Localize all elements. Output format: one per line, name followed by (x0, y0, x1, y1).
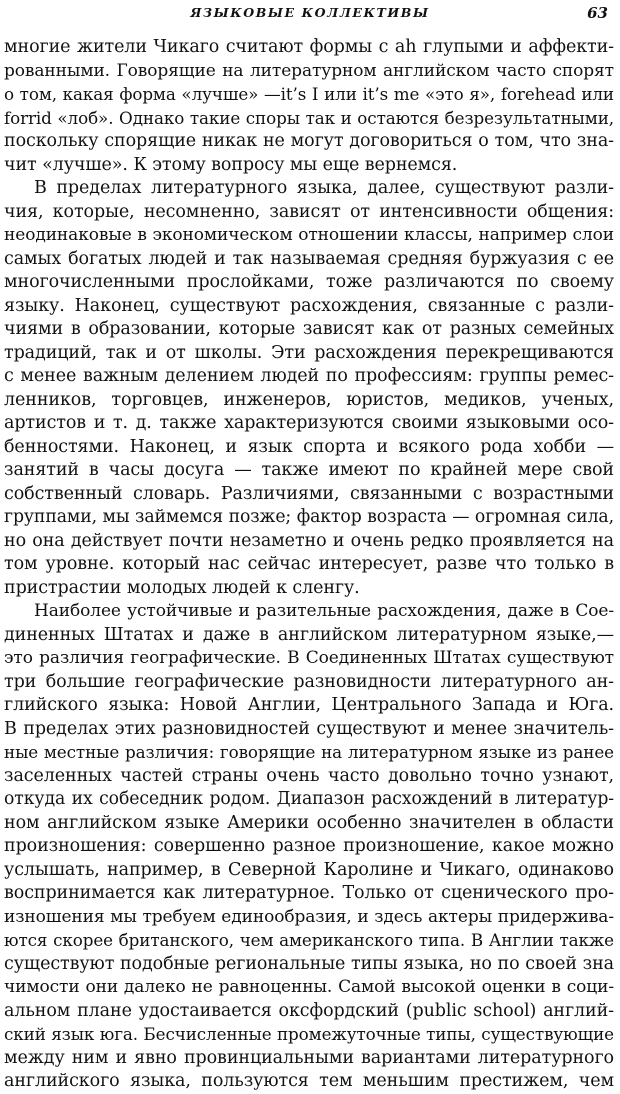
text-line: между ним и явно провинциальными вариантами литературного (4, 1047, 614, 1068)
text-line: В пределах этих разновидностей существуют и менее значитель- (4, 718, 614, 739)
text-line: ются скорее британского, чем американского типа. В Англии также (4, 930, 614, 950)
text-line: чия, которые, несомненно, зависят от интенсивности общения: (4, 201, 614, 222)
text-line: но она действует почти незаметно и очень редко проявляется на (4, 530, 614, 551)
text-line: это различия географические. В Соединенных Штатах существуют (4, 648, 614, 668)
text-line: альном плане удостаивается оксфордский (public school) англий- (4, 1000, 614, 1021)
text-line: пристрастии молодых людей к сленгу. (4, 577, 360, 598)
text-line: существуют подобные региональные типы языка, но по своей зна (4, 953, 614, 974)
text-line: произношения: совершенно разное произношение, какое можно (4, 836, 614, 856)
text-line: заселенных частей страны очень часто довольно точно узнают, (4, 765, 614, 786)
paragraph-start-line: Наиболее устойчивые и разительные расхождения, даже в Сое- (34, 601, 614, 621)
text-line: группами, мы займемся позже; фактор возраста — огромная сила, (4, 507, 614, 527)
text-line: артистов и т. д. также характеризуются своими языковыми осо- (4, 413, 614, 433)
text-line: чит «лучше». К этому вопросу мы еще вернемся. (4, 154, 458, 175)
text-line: языку. Наконец, существуют расхождения, связанные с разли- (4, 295, 614, 316)
text-line: ные местные различия: говорящие на литературном языке из ранее (4, 742, 614, 762)
text-line: ном английском языке Америки особенно значителен в области (4, 812, 614, 833)
text-line: диненных Штатах и даже в английском литературном языке,— (4, 624, 614, 645)
page-number: 63 (587, 4, 608, 22)
text-line: чимости они далеко не равноценны. Самой высокой оценки в соци- (4, 977, 614, 997)
text-line: ский язык юга. Бесчисленные промежуточные типы, существующие (4, 1024, 614, 1044)
text-line: поскольку спорящие никак не могут договориться о том, что зна- (4, 131, 614, 151)
text-line: глийского языка: Новой Англии, Центрального Запада и Юга. (4, 695, 614, 715)
text-line: английского языка, пользуются тем меньшим престижем, чем (4, 1071, 614, 1091)
text-line: три большие географические разновидности литературного ан- (4, 671, 614, 692)
text-line: чиями в образовании, которые зависят как от разных семейных (4, 319, 614, 339)
text-line: собственный словарь. Различиями, связанными с возрастными (4, 483, 614, 504)
text-line: традиций, так и от школы. Эти расхождения перекрещиваются (4, 342, 614, 363)
text-line: многие жители Чикаго считают формы с ah глупыми и аффекти- (4, 37, 614, 57)
text-line: воспринимается как литературное. Только от сценического про- (4, 883, 614, 903)
text-line: том уровне. который нас сейчас интересует, разве что только в (4, 554, 614, 574)
running-head (0, 4, 620, 26)
text-line: forrid «лоб». Однако такие споры так и остаются безрезультатными, (4, 107, 614, 128)
text-line: многочисленными прослойками, тоже различаются по своему (4, 272, 614, 292)
running-title: ЯЗЫКОВЫЕ КОЛЛЕКТИВЫ (190, 5, 430, 20)
paragraph-start-line: В пределах литературного языка, далее, существуют разли- (34, 178, 614, 198)
text-line: о том, какая форма «лучше» —it’s I или it’s me «это я», forehead или (4, 84, 614, 104)
text-line: неодинаковые в экономическом отношении классы, например слои (4, 225, 614, 245)
text-line: ленников, торговцев, инженеров, юристов, медиков, ученых, (4, 389, 614, 410)
text-line: изношения мы требуем единообразия, и здесь актеры придержива- (4, 906, 614, 927)
text-line: занятий в часы досуга — также имеют по крайней мере свой (4, 460, 614, 480)
text-line: бенностями. Наконец, и язык спорта и всякого рода хобби — (4, 436, 614, 457)
body-text (4, 36, 614, 1094)
text-line: самых богатых людей и так называемая средняя буржуазия с ее (4, 248, 614, 269)
text-line: откуда их собеседник родом. Диапазон расхождений в литератур- (4, 789, 614, 809)
text-line: с менее важным делением людей по профессиям: группы ремес- (4, 366, 614, 386)
text-line: рованными. Говорящие на литературном английском часто спорят (4, 60, 614, 81)
text-line: услышать, например, в Северной Каролине и Чикаго, одинаково (4, 859, 614, 880)
